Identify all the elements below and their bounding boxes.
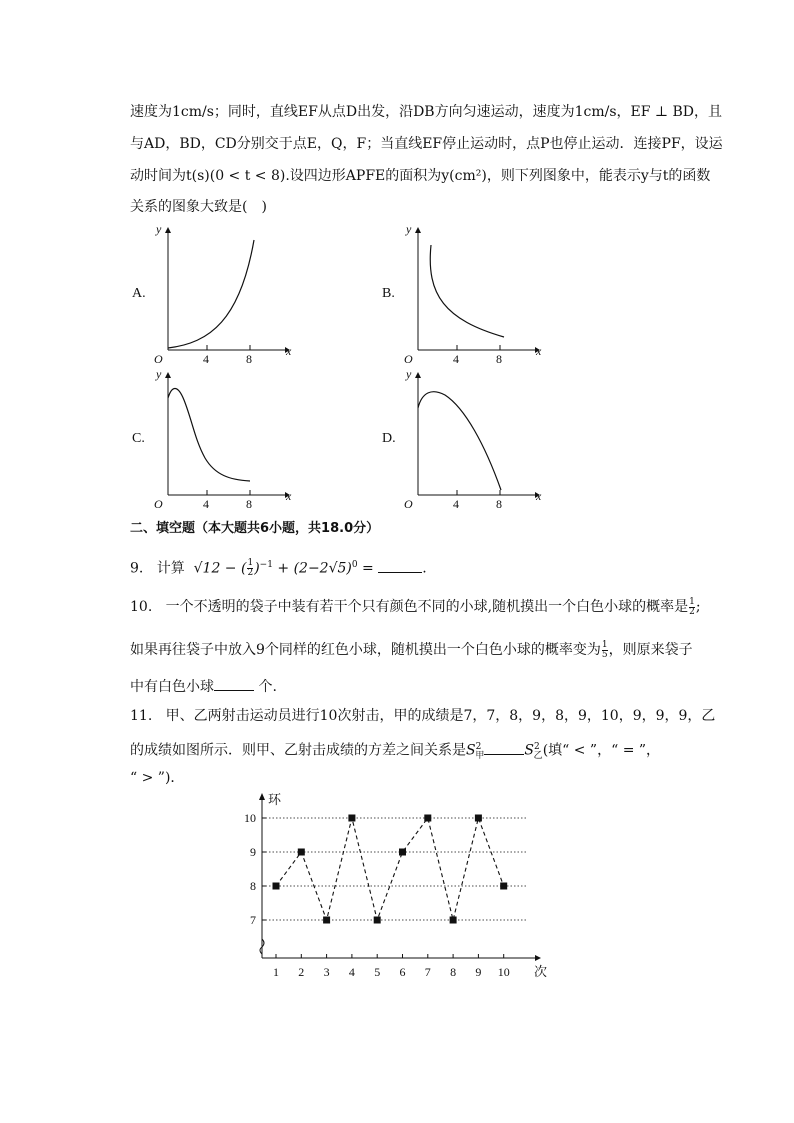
x-tick-label: 6 xyxy=(399,965,406,979)
option-a-label: A. xyxy=(132,286,146,301)
q9-answer-blank[interactable] xyxy=(378,558,422,573)
data-point-7 xyxy=(424,815,431,822)
x-tick-label: 2 xyxy=(298,965,305,979)
y-label: y xyxy=(406,367,412,381)
q9-prefix: 计算 xyxy=(156,560,185,577)
data-point-9 xyxy=(475,815,482,822)
question-10-line-3 xyxy=(130,676,277,697)
paragraph-line-4: 关系的图象大致是( ) xyxy=(130,199,267,215)
x-tick-label: 7 xyxy=(424,965,431,979)
tick-4: 4 xyxy=(203,497,209,511)
section-title: 二、填空题（本大题共6小题，共18.0分） xyxy=(130,521,380,536)
option-d-graph xyxy=(400,367,542,511)
q10-line1: 一个不透明的袋子中装有若干个只有颜色不同的小球,随机摸出一个白色小球的概率是 xyxy=(165,599,689,615)
tick-4: 4 xyxy=(203,352,209,366)
q9-number: 9. xyxy=(130,560,144,577)
x-tick-label: 8 xyxy=(450,965,457,979)
q9-expr-a: √12 − ( xyxy=(193,560,247,577)
q11-answer-blank[interactable] xyxy=(484,740,524,755)
data-point-5 xyxy=(374,917,381,924)
data-point-8 xyxy=(450,917,457,924)
y-label: y xyxy=(406,222,412,236)
y-axis-arrow xyxy=(259,793,265,800)
y-tick-label: 7 xyxy=(250,913,256,927)
tick-4: 4 xyxy=(453,497,459,511)
x-tick-label: 9 xyxy=(475,965,482,979)
q9-end: . xyxy=(422,560,427,577)
y-tick-label: 8 xyxy=(250,879,256,893)
option-b-graph xyxy=(400,222,542,366)
tick-4: 4 xyxy=(453,352,459,366)
q10-line2-end: ，则原来袋子 xyxy=(608,642,693,658)
curve-c xyxy=(168,388,250,481)
option-a-graph xyxy=(150,222,292,366)
origin-label: O xyxy=(154,497,163,511)
q10-fraction-1: $\frac{1}{2}$ xyxy=(689,596,695,617)
q11-line2a: 的成绩如图所示．则甲、乙射击成绩的方差之间关系是 xyxy=(130,742,466,759)
x-label: x xyxy=(536,489,542,503)
origin-label: O xyxy=(154,352,163,366)
s-yi: S xyxy=(524,742,534,759)
q9-fraction: $\frac{1}{2}$ xyxy=(247,558,254,579)
option-b-label: B. xyxy=(382,286,395,301)
shooting-line-chart xyxy=(230,790,550,990)
q10-line2: 如果再往袋子中放入9个同样的红色小球，随机摸出一个白色小球的概率变为 xyxy=(130,642,601,658)
sub-jia: 甲 xyxy=(475,751,485,762)
question-10-line-2 xyxy=(130,640,693,660)
tick-8: 8 xyxy=(246,352,252,366)
q11-line1: 甲、乙两射击运动员进行10次射击，甲的成绩是7，7，8，9，8，9，10，9，9，9，乙 xyxy=(165,708,716,724)
question-9: 9. 计算 √12 − ( $\frac{1}{2}$ )$^{-1} + (2-2√5)^0$ = . xyxy=(130,558,427,579)
sub-yi: 乙 xyxy=(533,751,543,762)
origin-label: O xyxy=(404,352,413,366)
s-jia: S xyxy=(466,742,476,759)
q9-equals: = xyxy=(357,560,379,577)
x-axis-arrow xyxy=(535,955,541,961)
data-point-4 xyxy=(348,815,355,822)
tick-8: 8 xyxy=(496,497,502,511)
q9-expr-b: ) xyxy=(254,560,260,577)
x-label: x xyxy=(286,489,292,503)
tick-8: 8 xyxy=(246,497,252,511)
data-point-10 xyxy=(500,883,507,890)
x-tick-label: 4 xyxy=(348,965,355,979)
q11-line2b: (填“ < ”，“ = ”， xyxy=(542,742,661,759)
paragraph-line-2: 与AD，BD，CD分别交于点E，Q，F；当直线EF停止运动时，点P也停止运动．连接PF，设运 xyxy=(130,136,723,152)
x-tick-label: 5 xyxy=(374,965,381,979)
q9-expr-c: + (2−2√5) xyxy=(272,560,352,577)
curve-b xyxy=(430,245,504,337)
x-label: x xyxy=(536,344,542,358)
question-11-line-3: “ > ”)． xyxy=(130,770,185,786)
q10-line3b: 个. xyxy=(258,679,277,695)
y-tick-label: 9 xyxy=(250,845,256,859)
y-axis-label: 环 xyxy=(268,793,282,808)
y-label: y xyxy=(156,367,162,381)
tick-8: 8 xyxy=(496,352,502,366)
data-point-3 xyxy=(323,917,330,924)
data-point-1 xyxy=(273,883,280,890)
data-point-6 xyxy=(399,849,406,856)
q11-number: 11. xyxy=(130,708,153,724)
q10-number: 10. xyxy=(130,599,153,615)
x-axis-label: 次 xyxy=(534,965,548,980)
x-tick-label: 1 xyxy=(273,965,279,979)
question-10-line-1: 10. 一个不透明的袋子中装有若干个只有颜色不同的小球,随机摸出一个白色小球的概率是 $\frac{1}{2}$ ; xyxy=(130,596,701,617)
curve-d xyxy=(418,392,501,490)
q10-line3a: 中有白色小球 xyxy=(130,679,214,695)
x-tick-label: 3 xyxy=(323,965,330,979)
q10-fraction-2: $\frac{1}{5}$ xyxy=(601,639,608,660)
curve-a xyxy=(168,240,254,348)
series-line xyxy=(276,818,504,920)
paragraph-line-1: 速度为1cm/s；同时，直线EF从点D出发，沿DB方向匀速运动，速度为1cm/s，EF ⊥ BD，且 xyxy=(130,104,723,120)
q10-answer-blank[interactable] xyxy=(214,676,254,691)
question-11-line-2: 的成绩如图所示．则甲、乙射击成绩的方差之间关系是$S^2_甲$ $S^2_乙$(填“ < ”，“ = ”， xyxy=(130,737,660,766)
x-tick-label: 10 xyxy=(497,965,510,979)
option-c-label: C. xyxy=(132,431,145,446)
x-label: x xyxy=(286,344,292,358)
question-11-line-1 xyxy=(130,706,715,726)
option-c-graph xyxy=(150,367,292,511)
option-d-label: D. xyxy=(382,431,396,446)
paragraph-line-3: 动时间为t(s)(0 < t < 8).设四边形APFE的面积为y(cm²)，则下列图象中，能表示y与t的函数 xyxy=(130,168,711,184)
y-tick-label: 10 xyxy=(244,811,256,825)
y-label: y xyxy=(156,222,162,236)
origin-label: O xyxy=(404,497,413,511)
data-point-2 xyxy=(298,849,305,856)
